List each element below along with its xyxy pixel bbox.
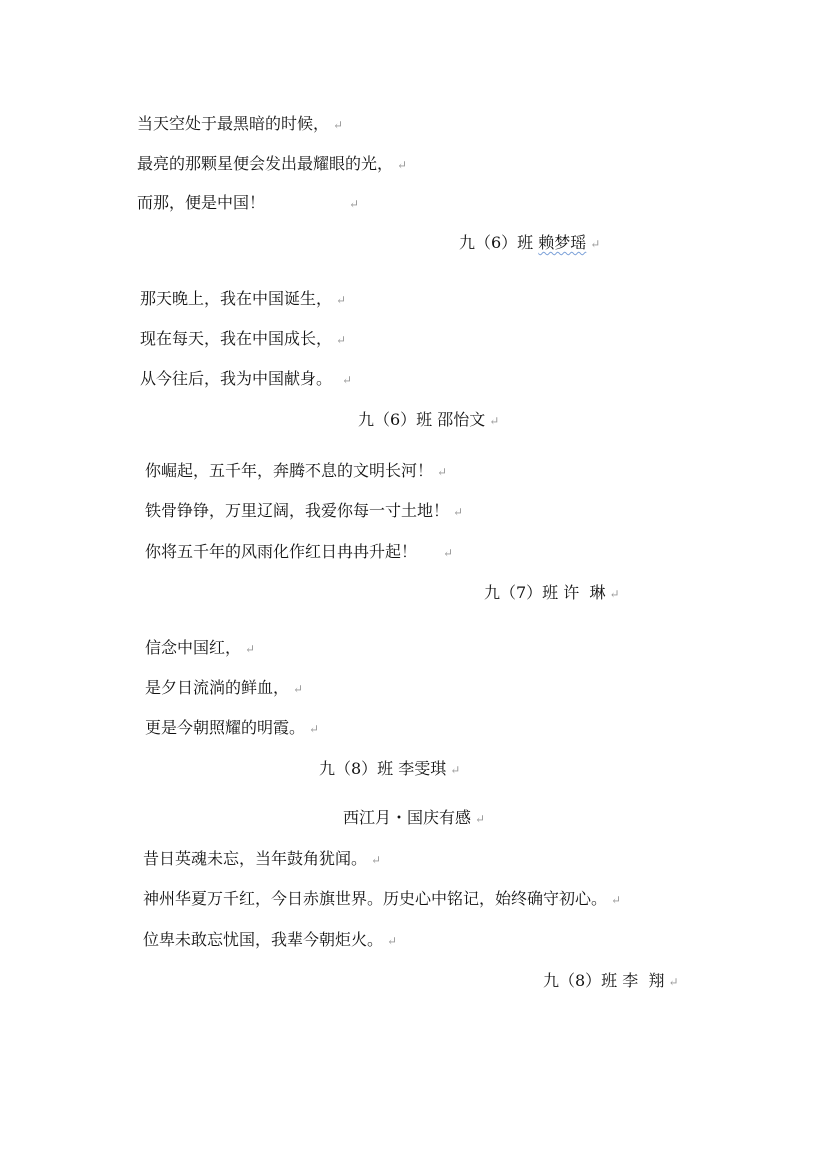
poem1-line1: 当天空处于最黑暗的时候， ↵ xyxy=(137,114,344,133)
poem3-line3: 你将五千年的风雨化作红日冉冉升起！ ↵ xyxy=(145,542,454,561)
paragraph-mark-icon: ↵ xyxy=(387,934,398,948)
paragraph-mark-icon: ↵ xyxy=(309,722,320,736)
poem5-line3: 位卑未敢忘忧国，我辈今朝炬火。 ↵ xyxy=(143,930,398,949)
paragraph-mark-icon: ↵ xyxy=(668,975,679,989)
paragraph-mark-icon: ↵ xyxy=(371,853,382,867)
paragraph-mark-icon: ↵ xyxy=(333,118,344,132)
poem5-title: 西江月・国庆有感 ↵ xyxy=(343,808,486,827)
poem3-author: 九（7）班 许 琳 ↵ xyxy=(484,583,620,602)
paragraph-mark-icon: ↵ xyxy=(450,763,461,777)
poem4-line1: 信念中国红， ↵ xyxy=(145,638,256,657)
poem2-line3: 从今往后，我为中国献身。 ↵ xyxy=(140,369,353,388)
poem2-line2: 现在每天，我在中国成长， ↵ xyxy=(140,329,347,348)
paragraph-mark-icon: ↵ xyxy=(336,333,347,347)
paragraph-mark-icon: ↵ xyxy=(475,812,486,826)
poem4-author: 九（8）班 李雯琪 ↵ xyxy=(319,759,461,778)
paragraph-mark-icon: ↵ xyxy=(349,197,360,211)
poem1-line2: 最亮的那颗星便会发出最耀眼的光， ↵ xyxy=(137,154,408,173)
poem2-line1: 那天晚上，我在中国诞生， ↵ xyxy=(140,289,347,308)
paragraph-mark-icon: ↵ xyxy=(489,414,500,428)
poem5-line1: 昔日英魂未忘，当年鼓角犹闻。 ↵ xyxy=(143,849,382,868)
poem2-author: 九（6）班 邵怡文 ↵ xyxy=(358,410,500,429)
paragraph-mark-icon: ↵ xyxy=(611,893,622,907)
paragraph-mark-icon: ↵ xyxy=(397,158,408,172)
poem5-author: 九（8）班 李 翔 ↵ xyxy=(543,971,679,990)
paragraph-mark-icon: ↵ xyxy=(453,505,464,519)
poem4-line2: 是夕日流淌的鲜血， ↵ xyxy=(145,678,304,697)
paragraph-mark-icon: ↵ xyxy=(293,682,304,696)
poem3-line1: 你崛起，五千年，奔腾不息的文明长河！ ↵ xyxy=(145,461,448,480)
paragraph-mark-icon: ↵ xyxy=(590,237,601,251)
paragraph-mark-icon: ↵ xyxy=(245,642,256,656)
paragraph-mark-icon: ↵ xyxy=(336,293,347,307)
paragraph-mark-icon: ↵ xyxy=(342,373,353,387)
poem3-line2: 铁骨铮铮，万里辽阔，我爱你每一寸土地！ ↵ xyxy=(145,501,464,520)
poem1-author: 九（6）班 赖梦瑶 ↵ xyxy=(459,233,601,252)
paragraph-mark-icon: ↵ xyxy=(609,587,620,601)
poem1-line3: 而那，便是中国！ ↵ xyxy=(137,193,360,212)
paragraph-mark-icon: ↵ xyxy=(443,546,454,560)
paragraph-mark-icon: ↵ xyxy=(437,465,448,479)
poem4-line3: 更是今朝照耀的明霞。 ↵ xyxy=(145,718,320,737)
poem5-line2: 神州华夏万千红，今日赤旗世界。历史心中铭记，始终确守初心。 ↵ xyxy=(143,889,622,908)
